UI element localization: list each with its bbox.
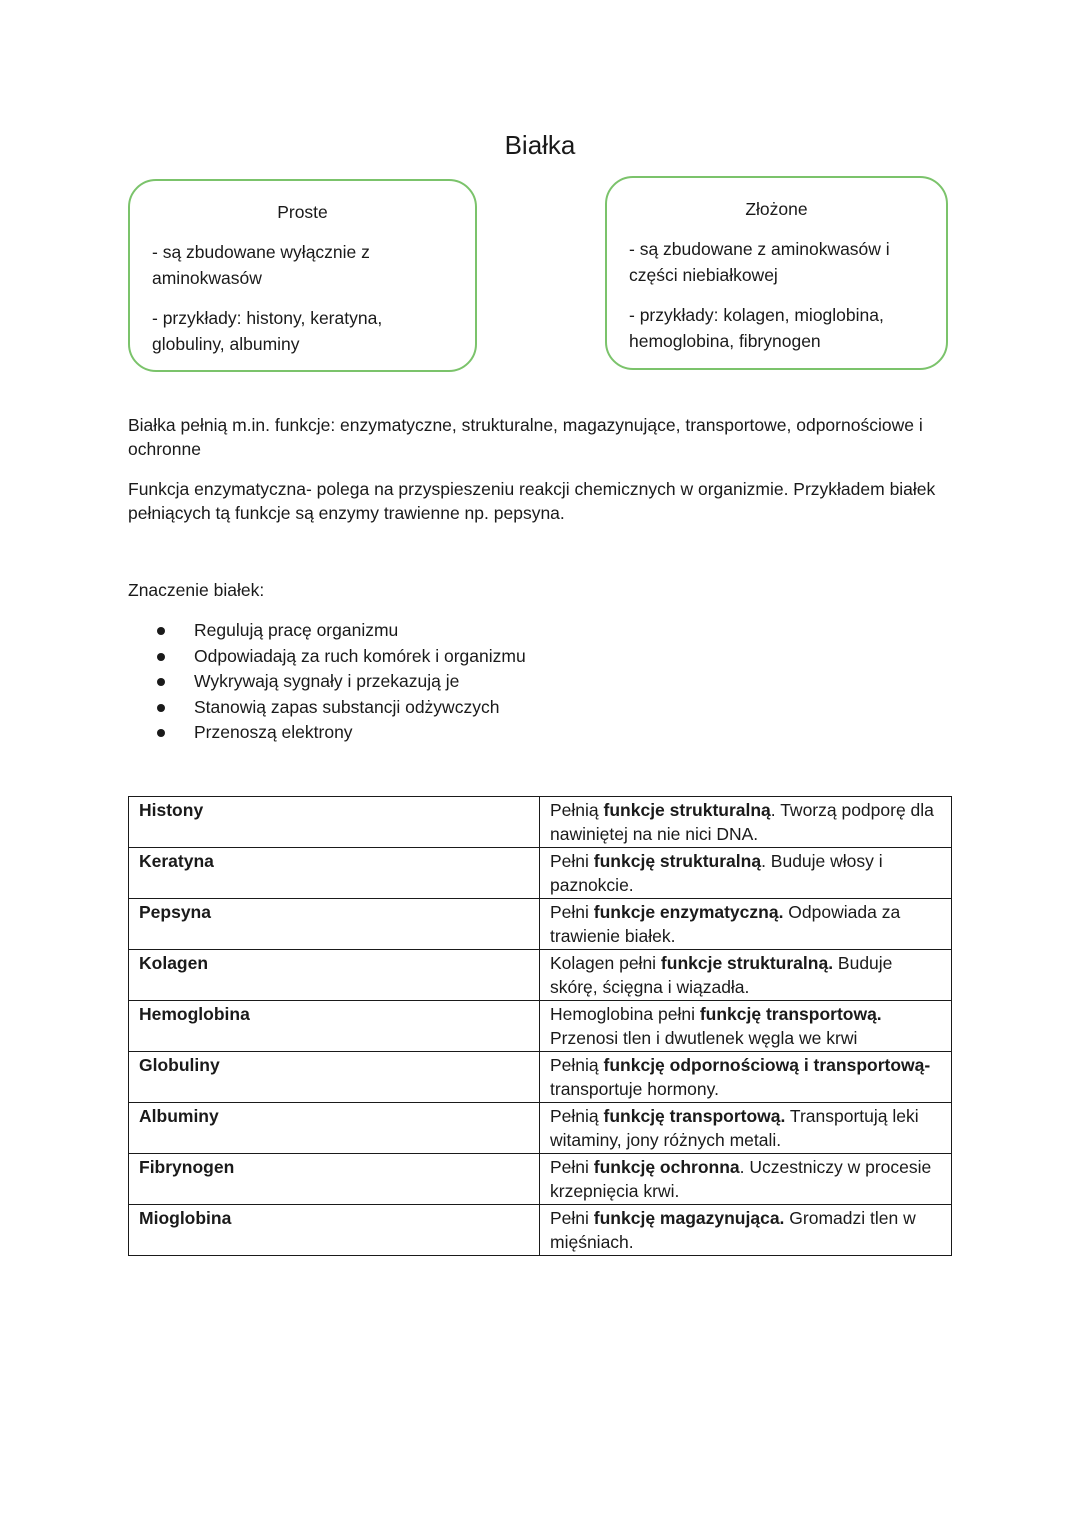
function-text: Buduje skórę, ścięgna i wiązadła. [550,953,893,997]
page-title: Białka [504,130,576,160]
function-type: funkcję ochronna [593,1157,740,1177]
function-text: . Tworzą podporę dla nawiniętej na nie nici DNA. [550,800,934,844]
list-item: Stanowią zapas substancji odżywczych [194,695,526,721]
protein-function-cell [540,797,952,848]
function-type: funkcję odpornościową i transportową- [603,1055,931,1075]
function-type: funkcję magazynująca. [593,1208,785,1228]
function-text: . Uczestniczy w procesie krzepnięcia krwi. [550,1157,932,1201]
function-text: transportuje hormony. [550,1079,719,1099]
functions-intro: Białka pełnią m.in. funkcje: enzymatyczne, strukturalne, magazynujące, transportowe, odpornościowe i ochronne [128,415,923,459]
list-item: Wykrywają sygnały i przekazują je [194,669,526,695]
function-text: Transportują leki witaminy, jony różnych metali. [550,1106,919,1150]
table-row [129,1052,952,1103]
protein-name-cell: Mioglobina [129,1205,540,1256]
function-text: Przenosi tlen i dwutlenek węgla we krwi [550,1028,858,1048]
protein-function-cell [540,950,952,1001]
protein-name-cell: Pepsyna [129,899,540,950]
table-row [129,797,952,848]
protein-name-cell: Fibrynogen [129,1154,540,1205]
function-text: Kolagen pełni [550,953,661,973]
function-type: funkcje enzymatyczną. [593,902,784,922]
function-text: Gromadzi tlen w mięśniach. [550,1208,916,1252]
protein-function-cell [540,1001,952,1052]
protein-function-cell [540,1154,952,1205]
function-text: Hemoglobina pełni [550,1004,700,1024]
table-row [129,1001,952,1052]
table-row [129,848,952,899]
simple-proteins-heading: Proste [277,202,328,222]
protein-functions-table [128,796,952,1256]
function-text: Pełni [550,902,594,922]
function-type: funkcje strukturalną. [660,953,834,973]
complex-proteins-box [605,176,948,370]
simple-proteins-examples: - przykłady: histony, keratyna, globuliny, albuminy [152,308,383,354]
complex-proteins-heading: Złożone [745,199,808,219]
simple-proteins-definition: - są zbudowane wyłącznie z aminokwasów [152,242,370,288]
enzymatic-function-paragraph: Funkcja enzymatyczna- polega na przyspieszeniu reakcji chemicznych w organizmie. Przykładem białek pełniących tą funkcje są enzymy trawienne np. pepsyna. [128,479,936,523]
function-type: funkcję strukturalną [593,851,762,871]
table-row [129,950,952,1001]
protein-name-cell: Hemoglobina [129,1001,540,1052]
simple-proteins-box [128,179,477,372]
protein-function-cell [540,899,952,950]
protein-function-cell [540,1205,952,1256]
function-text: Odpowiada za trawienie białek. [550,902,901,946]
table-row [129,1154,952,1205]
protein-function-cell [540,848,952,899]
protein-function-cell [540,1052,952,1103]
table-row [129,1205,952,1256]
function-type: funkcję transportową. [699,1004,882,1024]
complex-proteins-examples: - przykłady: kolagen, mioglobina, hemoglobina, fibrynogen [629,305,884,351]
function-type: funkcję transportową. [603,1106,786,1126]
list-item: Odpowiadają za ruch komórek i organizmu [194,644,526,670]
function-text: Pełni [550,1208,594,1228]
protein-name-cell: Histony [129,797,540,848]
function-text: Pełnią [550,1106,604,1126]
function-text: Pełni [550,1157,594,1177]
importance-list [128,618,526,746]
protein-name-cell: Globuliny [129,1052,540,1103]
table-row [129,899,952,950]
protein-name-cell: Keratyna [129,848,540,899]
protein-function-cell [540,1103,952,1154]
importance-heading: Znaczenie białek: [128,580,265,600]
function-text: Pełnią [550,1055,604,1075]
function-text: . Buduje włosy i paznokcie. [550,851,883,895]
protein-name-cell: Albuminy [129,1103,540,1154]
function-text: Pełnią [550,800,604,820]
complex-proteins-definition: - są zbudowane z aminokwasów i części niebiałkowej [629,239,890,285]
protein-name-cell: Kolagen [129,950,540,1001]
table-row [129,1103,952,1154]
list-item: Przenoszą elektrony [194,720,526,746]
function-text: Pełni [550,851,594,871]
list-item: Regulują pracę organizmu [194,618,526,644]
function-type: funkcje strukturalną [603,800,771,820]
